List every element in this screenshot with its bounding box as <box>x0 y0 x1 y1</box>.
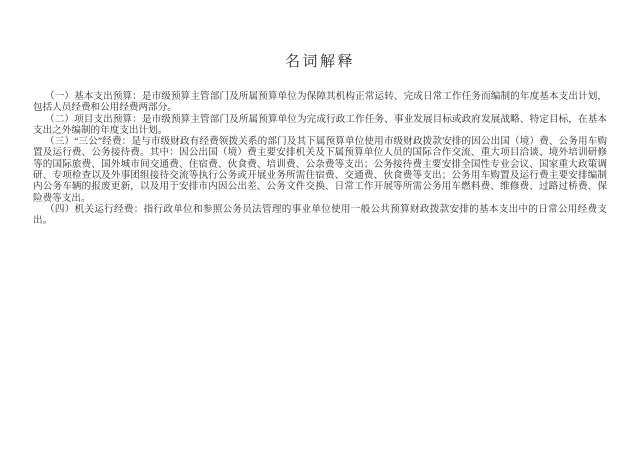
glossary-paragraph-agency-operating-funds: （四）机关运行经费：指行政单位和参照公务员法管理的事业单位使用一般公共预算财政拨款安排的基本支出中的日常公用经费支出。 <box>33 203 607 227</box>
glossary-paragraph-three-public-funds: （三）“三公”经费：是与市级财政有经费领拨关系的部门及其下属预算单位使用市级财政拨款安排的因公出国（境）费、公务用车购置及运行费、公务接待费。其中：因公出国（境）费主要安排机关及下属预算单位人员的国际合作交流、重大项目洽谈、境外培训研修等的国际旅费、国外城市间交通费、住宿费、伙食费、培训费、公杂费等支出；公务接待费主要安排全国性专业会议、国家重大政策调研、专项检查以及外事团组接待交流等执行公务或开展业务所需住宿费、交通费、伙食费等支出；公务用车购置及运行费主要安排编制内公务车辆的报废更新，以及用于安排市内因公出差、公务文件交换、日常工作开展等所需公务用车燃料费、维修费、过路过桥费、保险费等支出。 <box>33 136 607 204</box>
page-title: 名词解释 <box>284 54 355 70</box>
glossary-body <box>33 91 607 227</box>
glossary-paragraph-basic-expenditure-budget: （一）基本支出预算：是市级预算主管部门及所属预算单位为保障其机构正常运转、完成日常工作任务而编制的年度基本支出计划，包括人员经费和公用经费两部分。 <box>33 91 607 114</box>
glossary-paragraph-project-expenditure-budget: （二）项目支出预算：是市级预算主管部门及所属预算单位为完成行政工作任务、事业发展目标或政府发展战略、特定目标，在基本支出之外编制的年度支出计划。 <box>33 113 607 136</box>
